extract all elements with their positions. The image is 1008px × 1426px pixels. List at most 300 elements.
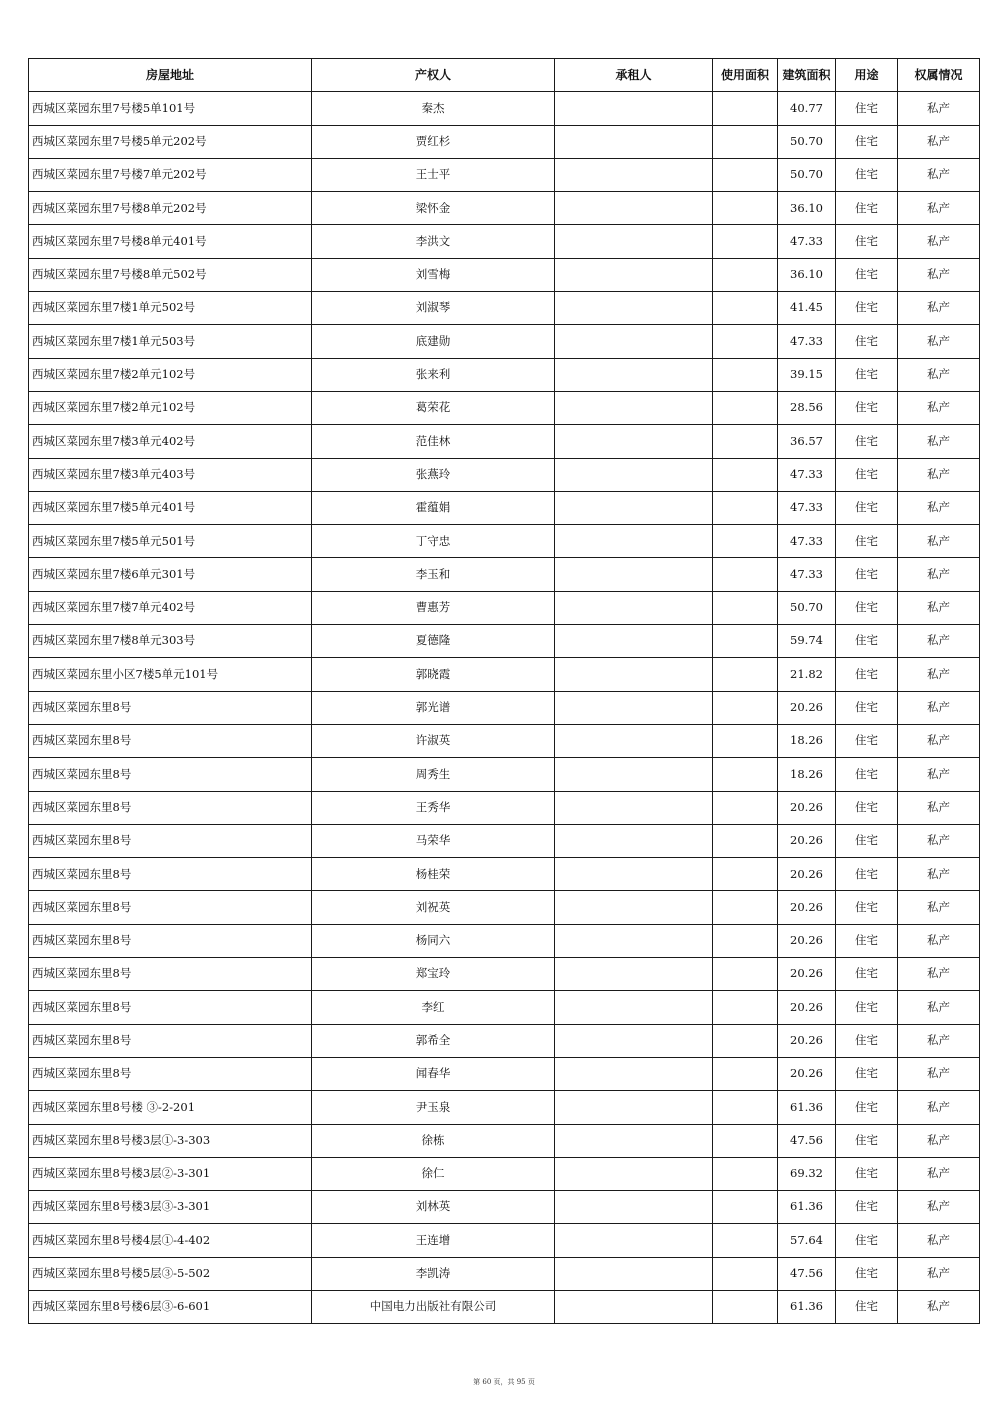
table-row [29,491,980,524]
table-row [29,1224,980,1257]
owner-cell: 郭希全 [312,1024,555,1057]
address-cell: 西城区菜园东里7号楼5单101号 [29,92,312,125]
ownership-cell: 私产 [898,1191,980,1224]
usage-cell: 住宅 [836,724,898,757]
address-cell: 西城区菜园东里8号 [29,791,312,824]
usable-area-cell [713,791,778,824]
address-cell: 西城区菜园东里7楼3单元402号 [29,425,312,458]
usable-area-cell [713,591,778,624]
ownership-cell: 私产 [898,391,980,424]
tenant-cell [555,658,713,691]
usage-cell: 住宅 [836,891,898,924]
tenant-cell [555,1290,713,1323]
tenant-cell [555,1124,713,1157]
tenant-cell [555,125,713,158]
ownership-cell: 私产 [898,1024,980,1057]
building-area-cell: 47.56 [778,1124,836,1157]
building-area-cell: 36.10 [778,258,836,291]
tenant-cell [555,625,713,658]
usage-cell: 住宅 [836,325,898,358]
owner-cell: 徐仁 [312,1157,555,1190]
owner-cell: 徐栋 [312,1124,555,1157]
header-address: 房屋地址 [29,59,312,92]
address-cell: 西城区菜园东里7楼7单元402号 [29,591,312,624]
usable-area-cell [713,158,778,191]
owner-cell: 曹惠芳 [312,591,555,624]
building-area-cell: 50.70 [778,125,836,158]
owner-cell: 尹玉泉 [312,1091,555,1124]
owner-cell: 郑宝玲 [312,958,555,991]
ownership-cell: 私产 [898,125,980,158]
building-area-cell: 47.33 [778,491,836,524]
tenant-cell [555,425,713,458]
address-cell: 西城区菜园东里8号楼3层①-3-303 [29,1124,312,1157]
address-cell: 西城区菜园东里8号楼5层③-5-502 [29,1257,312,1290]
usable-area-cell [713,525,778,558]
usable-area-cell [713,1091,778,1124]
tenant-cell [555,824,713,857]
tenant-cell [555,1157,713,1190]
owner-cell: 王连增 [312,1224,555,1257]
ownership-cell: 私产 [898,1057,980,1090]
address-cell: 西城区菜园东里8号 [29,758,312,791]
tenant-cell [555,1257,713,1290]
tenant-cell [555,192,713,225]
owner-cell: 许淑英 [312,724,555,757]
usable-area-cell [713,924,778,957]
usage-cell: 住宅 [836,758,898,791]
usable-area-cell [713,758,778,791]
usable-area-cell [713,391,778,424]
ownership-cell: 私产 [898,1224,980,1257]
ownership-cell: 私产 [898,1091,980,1124]
header-owner: 产权人 [312,59,555,92]
usage-cell: 住宅 [836,1057,898,1090]
usable-area-cell [713,658,778,691]
usage-cell: 住宅 [836,458,898,491]
address-cell: 西城区菜园东里7楼5单元501号 [29,525,312,558]
ownership-cell: 私产 [898,258,980,291]
address-cell: 西城区菜园东里7号楼5单元202号 [29,125,312,158]
tenant-cell [555,858,713,891]
building-area-cell: 50.70 [778,158,836,191]
address-cell: 西城区菜园东里7号楼8单元401号 [29,225,312,258]
usage-cell: 住宅 [836,1257,898,1290]
usage-cell: 住宅 [836,958,898,991]
usable-area-cell [713,125,778,158]
tenant-cell [555,292,713,325]
table-row [29,1257,980,1290]
table-row [29,358,980,391]
usage-cell: 住宅 [836,991,898,1024]
table-row [29,1024,980,1057]
owner-cell: 刘祝英 [312,891,555,924]
usage-cell: 住宅 [836,824,898,857]
owner-cell: 秦杰 [312,92,555,125]
building-area-cell: 20.26 [778,1024,836,1057]
usage-cell: 住宅 [836,1157,898,1190]
usable-area-cell [713,1024,778,1057]
usable-area-cell [713,558,778,591]
table-row [29,158,980,191]
building-area-cell: 20.26 [778,791,836,824]
usable-area-cell [713,1224,778,1257]
owner-cell: 闻春华 [312,1057,555,1090]
building-area-cell: 61.36 [778,1290,836,1323]
owner-cell: 郭光谱 [312,691,555,724]
owner-cell: 李玉和 [312,558,555,591]
ownership-cell: 私产 [898,225,980,258]
ownership-cell: 私产 [898,1257,980,1290]
address-cell: 西城区菜园东里7号楼8单元502号 [29,258,312,291]
owner-cell: 刘雪梅 [312,258,555,291]
table-row [29,425,980,458]
usable-area-cell [713,1191,778,1224]
usable-area-cell [713,92,778,125]
usable-area-cell [713,425,778,458]
building-area-cell: 39.15 [778,358,836,391]
table-row [29,658,980,691]
building-area-cell: 47.33 [778,458,836,491]
usage-cell: 住宅 [836,192,898,225]
ownership-cell: 私产 [898,358,980,391]
header-ownership: 权属情况 [898,59,980,92]
usage-cell: 住宅 [836,625,898,658]
usable-area-cell [713,891,778,924]
tenant-cell [555,791,713,824]
table-row [29,292,980,325]
building-area-cell: 47.33 [778,558,836,591]
ownership-cell: 私产 [898,958,980,991]
ownership-cell: 私产 [898,1290,980,1323]
table-row [29,1057,980,1090]
address-cell: 西城区菜园东里8号 [29,924,312,957]
table-row [29,591,980,624]
ownership-cell: 私产 [898,658,980,691]
owner-cell: 王士平 [312,158,555,191]
building-area-cell: 61.36 [778,1191,836,1224]
usage-cell: 住宅 [836,292,898,325]
building-area-cell: 20.26 [778,858,836,891]
usage-cell: 住宅 [836,1290,898,1323]
usable-area-cell [713,325,778,358]
usage-cell: 住宅 [836,591,898,624]
address-cell: 西城区菜园东里7楼1单元502号 [29,292,312,325]
owner-cell: 底建勋 [312,325,555,358]
owner-cell: 刘淑琴 [312,292,555,325]
ownership-cell: 私产 [898,924,980,957]
tenant-cell [555,525,713,558]
building-area-cell: 47.33 [778,525,836,558]
table-row [29,325,980,358]
tenant-cell [555,958,713,991]
tenant-cell [555,991,713,1024]
owner-cell: 中国电力出版社有限公司 [312,1290,555,1323]
ownership-cell: 私产 [898,858,980,891]
owner-cell: 李红 [312,991,555,1024]
owner-cell: 李洪文 [312,225,555,258]
address-cell: 西城区菜园东里8号 [29,958,312,991]
owner-cell: 杨桂荣 [312,858,555,891]
owner-cell: 刘林英 [312,1191,555,1224]
building-area-cell: 47.33 [778,325,836,358]
usable-area-cell [713,1290,778,1323]
usage-cell: 住宅 [836,525,898,558]
building-area-cell: 20.26 [778,891,836,924]
ownership-cell: 私产 [898,491,980,524]
owner-cell: 周秀生 [312,758,555,791]
owner-cell: 梁怀金 [312,192,555,225]
building-area-cell: 36.57 [778,425,836,458]
usable-area-cell [713,292,778,325]
usage-cell: 住宅 [836,1091,898,1124]
owner-cell: 杨同六 [312,924,555,957]
owner-cell: 葛荣花 [312,391,555,424]
header-usage: 用途 [836,59,898,92]
usage-cell: 住宅 [836,92,898,125]
table-row [29,1124,980,1157]
table-row [29,458,980,491]
usable-area-cell [713,1257,778,1290]
ownership-cell: 私产 [898,691,980,724]
address-cell: 西城区菜园东里7楼2单元102号 [29,391,312,424]
owner-cell: 郭晓霞 [312,658,555,691]
tenant-cell [555,1024,713,1057]
building-area-cell: 36.10 [778,192,836,225]
usage-cell: 住宅 [836,125,898,158]
usage-cell: 住宅 [836,358,898,391]
building-area-cell: 21.82 [778,658,836,691]
ownership-cell: 私产 [898,824,980,857]
address-cell: 西城区菜园东里8号楼3层②-3-301 [29,1157,312,1190]
building-area-cell: 41.45 [778,292,836,325]
tenant-cell [555,591,713,624]
usable-area-cell [713,358,778,391]
header-tenant: 承租人 [555,59,713,92]
usable-area-cell [713,491,778,524]
table-row [29,1290,980,1323]
table-row [29,758,980,791]
owner-cell: 丁守忠 [312,525,555,558]
ownership-cell: 私产 [898,425,980,458]
building-area-cell: 57.64 [778,1224,836,1257]
tenant-cell [555,1224,713,1257]
usage-cell: 住宅 [836,691,898,724]
address-cell: 西城区菜园东里8号 [29,1024,312,1057]
ownership-cell: 私产 [898,558,980,591]
owner-cell: 王秀华 [312,791,555,824]
address-cell: 西城区菜园东里7楼3单元403号 [29,458,312,491]
address-cell: 西城区菜园东里7号楼7单元202号 [29,158,312,191]
building-area-cell: 50.70 [778,591,836,624]
tenant-cell [555,1091,713,1124]
address-cell: 西城区菜园东里7楼2单元102号 [29,358,312,391]
ownership-cell: 私产 [898,192,980,225]
usable-area-cell [713,991,778,1024]
owner-cell: 张来利 [312,358,555,391]
building-area-cell: 20.26 [778,691,836,724]
table-row [29,125,980,158]
usable-area-cell [713,858,778,891]
building-area-cell: 61.36 [778,1091,836,1124]
table-row [29,791,980,824]
usage-cell: 住宅 [836,1024,898,1057]
ownership-cell: 私产 [898,625,980,658]
building-area-cell: 69.32 [778,1157,836,1190]
tenant-cell [555,558,713,591]
tenant-cell [555,358,713,391]
usage-cell: 住宅 [836,225,898,258]
table-row [29,1157,980,1190]
table-body [29,92,980,1324]
building-area-cell: 20.26 [778,924,836,957]
ownership-cell: 私产 [898,991,980,1024]
ownership-cell: 私产 [898,92,980,125]
usage-cell: 住宅 [836,1124,898,1157]
ownership-cell: 私产 [898,325,980,358]
usable-area-cell [713,724,778,757]
address-cell: 西城区菜园东里8号 [29,991,312,1024]
ownership-cell: 私产 [898,591,980,624]
building-area-cell: 47.33 [778,225,836,258]
table-row [29,724,980,757]
building-area-cell: 18.26 [778,724,836,757]
usage-cell: 住宅 [836,258,898,291]
usable-area-cell [713,1057,778,1090]
usage-cell: 住宅 [836,391,898,424]
address-cell: 西城区菜园东里7楼5单元401号 [29,491,312,524]
usage-cell: 住宅 [836,658,898,691]
tenant-cell [555,924,713,957]
table-row [29,192,980,225]
usable-area-cell [713,824,778,857]
usage-cell: 住宅 [836,791,898,824]
address-cell: 西城区菜园东里7楼8单元303号 [29,625,312,658]
owner-cell: 李凯涛 [312,1257,555,1290]
tenant-cell [555,258,713,291]
usage-cell: 住宅 [836,558,898,591]
address-cell: 西城区菜园东里8号 [29,824,312,857]
usage-cell: 住宅 [836,491,898,524]
owner-cell: 夏德隆 [312,625,555,658]
table-row [29,525,980,558]
tenant-cell [555,724,713,757]
table-row [29,558,980,591]
building-area-cell: 47.56 [778,1257,836,1290]
table-row [29,991,980,1024]
owner-cell: 贾红杉 [312,125,555,158]
tenant-cell [555,325,713,358]
building-area-cell: 28.56 [778,391,836,424]
usage-cell: 住宅 [836,1191,898,1224]
address-cell: 西城区菜园东里8号楼4层①-4-402 [29,1224,312,1257]
owner-cell: 范佳林 [312,425,555,458]
usage-cell: 住宅 [836,425,898,458]
tenant-cell [555,458,713,491]
tenant-cell [555,758,713,791]
usable-area-cell [713,225,778,258]
address-cell: 西城区菜园东里8号楼3层③-3-301 [29,1191,312,1224]
table-row [29,858,980,891]
header-building-area: 建筑面积 [778,59,836,92]
ownership-cell: 私产 [898,458,980,491]
address-cell: 西城区菜园东里8号楼6层③-6-601 [29,1290,312,1323]
ownership-cell: 私产 [898,891,980,924]
usable-area-cell [713,625,778,658]
tenant-cell [555,391,713,424]
table-row [29,92,980,125]
table-row [29,891,980,924]
table-row [29,924,980,957]
address-cell: 西城区菜园东里8号 [29,1057,312,1090]
tenant-cell [555,225,713,258]
ownership-cell: 私产 [898,158,980,191]
usable-area-cell [713,458,778,491]
table-row [29,824,980,857]
tenant-cell [555,158,713,191]
ownership-cell: 私产 [898,292,980,325]
owner-cell: 张燕玲 [312,458,555,491]
usable-area-cell [713,1157,778,1190]
tenant-cell [555,891,713,924]
usage-cell: 住宅 [836,158,898,191]
tenant-cell [555,92,713,125]
owner-cell: 马荣华 [312,824,555,857]
address-cell: 西城区菜园东里8号 [29,858,312,891]
table-row [29,1191,980,1224]
usable-area-cell [713,691,778,724]
ownership-cell: 私产 [898,525,980,558]
building-area-cell: 59.74 [778,625,836,658]
tenant-cell [555,1191,713,1224]
table-row [29,625,980,658]
building-area-cell: 20.26 [778,824,836,857]
tenant-cell [555,491,713,524]
table-row [29,1091,980,1124]
table-row [29,258,980,291]
usable-area-cell [713,958,778,991]
usage-cell: 住宅 [836,1224,898,1257]
usable-area-cell [713,258,778,291]
usable-area-cell [713,1124,778,1157]
building-area-cell: 20.26 [778,991,836,1024]
address-cell: 西城区菜园东里8号楼 ③-2-201 [29,1091,312,1124]
address-cell: 西城区菜园东里7号楼8单元202号 [29,192,312,225]
tenant-cell [555,691,713,724]
table-header-row [29,59,980,92]
table-row [29,691,980,724]
table-row [29,391,980,424]
tenant-cell [555,1057,713,1090]
address-cell: 西城区菜园东里7楼1单元503号 [29,325,312,358]
usage-cell: 住宅 [836,924,898,957]
property-table [28,58,980,1324]
ownership-cell: 私产 [898,1124,980,1157]
ownership-cell: 私产 [898,758,980,791]
address-cell: 西城区菜园东里8号 [29,724,312,757]
address-cell: 西城区菜园东里7楼6单元301号 [29,558,312,591]
header-usable-area: 使用面积 [713,59,778,92]
building-area-cell: 20.26 [778,958,836,991]
address-cell: 西城区菜园东里8号 [29,891,312,924]
ownership-cell: 私产 [898,1157,980,1190]
page-footer: 第 60 页，共 95 页 [473,1378,535,1386]
owner-cell: 霍蕴娟 [312,491,555,524]
usable-area-cell [713,192,778,225]
ownership-cell: 私产 [898,791,980,824]
building-area-cell: 18.26 [778,758,836,791]
address-cell: 西城区菜园东里小区7楼5单元101号 [29,658,312,691]
